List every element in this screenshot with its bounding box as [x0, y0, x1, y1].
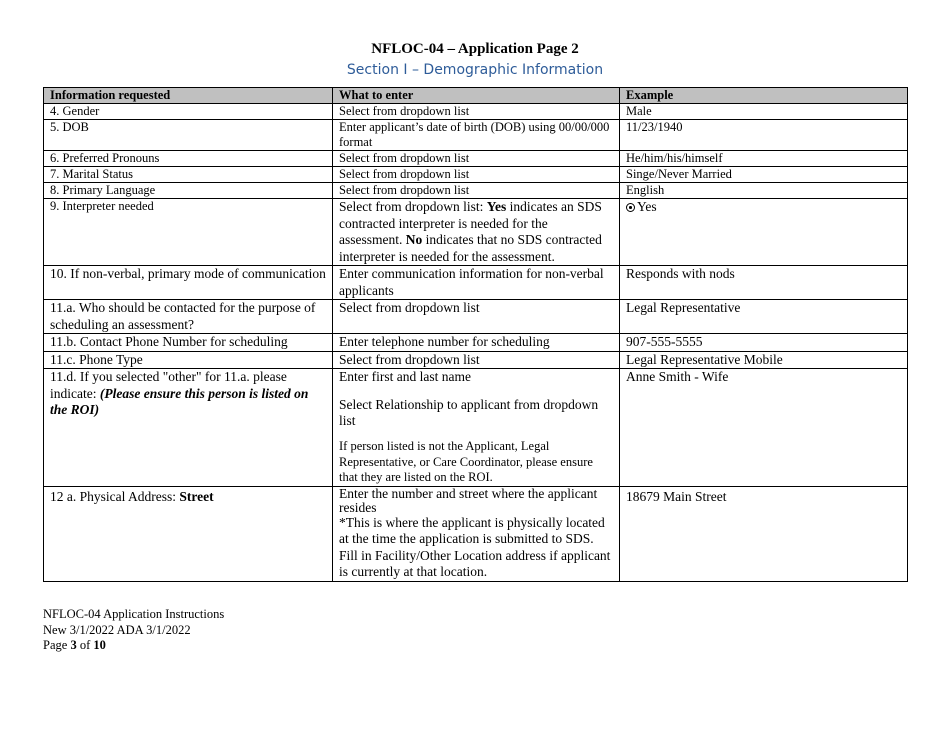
enter-text: indicates that no SDS contracted interpreter is needed for the assessment.	[339, 232, 602, 264]
page-footer	[43, 607, 224, 654]
table-row	[44, 167, 908, 183]
example-cell: 18679 Main Street	[620, 486, 908, 581]
enter-text: Select Relationship to applicant from dropdown list	[339, 397, 599, 428]
column-header-info: Information requested	[44, 88, 333, 104]
table-row	[44, 183, 908, 199]
example-cell: He/him/his/himself	[620, 151, 908, 167]
table-row	[44, 266, 908, 300]
column-header-enter: What to enter	[333, 88, 620, 104]
no-keyword: No	[405, 232, 423, 247]
table-row	[44, 369, 908, 487]
column-header-example: Example	[620, 88, 908, 104]
example-cell: 907-555-5555	[620, 334, 908, 352]
roi-note: (Please ensure this person is listed on the ROI)	[50, 385, 309, 417]
info-cell: 4. Gender	[44, 104, 333, 120]
info-text: 12 a. Physical Address:	[50, 488, 180, 504]
info-cell: 7. Marital Status	[44, 167, 333, 183]
table-row	[44, 199, 908, 266]
table-row	[44, 351, 908, 369]
enter-cell: Select from dropdown list	[333, 351, 620, 369]
info-cell: 10. If non-verbal, primary mode of communication	[44, 266, 333, 300]
example-cell: Legal Representative	[620, 300, 908, 334]
enter-cell: Enter communication information for non-verbal applicants	[333, 266, 620, 300]
enter-cell	[333, 199, 620, 266]
info-cell	[44, 369, 333, 487]
example-cell: Male	[620, 104, 908, 120]
table-row	[44, 300, 908, 334]
info-cell: 8. Primary Language	[44, 183, 333, 199]
enter-cell: Select from dropdown list	[333, 104, 620, 120]
info-cell	[44, 486, 333, 581]
table-row	[44, 486, 908, 581]
info-text: 11.d. If you selected "other" for 11.a. please indicate:	[50, 369, 287, 401]
info-cell: 5. DOB	[44, 120, 333, 151]
info-cell: 11.b. Contact Phone Number for scheduling	[44, 334, 333, 352]
enter-note: *This is where the applicant is physically located at the time the application is submitted to SDS. Fill in Facility/Other Location address if applicant is currently at that location.	[339, 514, 611, 579]
street-keyword: Street	[179, 488, 214, 504]
info-cell: 6. Preferred Pronouns	[44, 151, 333, 167]
example-cell: Singe/Never Married	[620, 167, 908, 183]
enter-cell: Select from dropdown list	[333, 167, 620, 183]
radio-label: Yes	[637, 199, 657, 214]
instructions-table	[43, 87, 908, 582]
enter-text: indicates an SDS contracted interpreter is needed for the assessment.	[339, 199, 602, 247]
table-row	[44, 104, 908, 120]
example-cell: 11/23/1940	[620, 120, 908, 151]
enter-cell	[333, 486, 620, 581]
yes-keyword: Yes	[486, 199, 507, 214]
table-row	[44, 334, 908, 352]
info-cell: 11.c. Phone Type	[44, 351, 333, 369]
radio-selected-icon	[626, 203, 635, 212]
enter-note: If person listed is not the Applicant, Legal Representative, or Care Coordinator, please ensure that they are listed on the ROI.	[339, 439, 593, 484]
table-row	[44, 120, 908, 151]
example-cell: Anne Smith - Wife	[620, 369, 908, 487]
enter-cell	[333, 369, 620, 487]
example-cell: English	[620, 183, 908, 199]
enter-cell: Select from dropdown list	[333, 151, 620, 167]
enter-cell: Enter telephone number for scheduling	[333, 334, 620, 352]
footer-date: New 3/1/2022 ADA 3/1/2022	[43, 622, 191, 637]
table-header-row	[44, 88, 908, 104]
info-cell: 9. Interpreter needed	[44, 199, 333, 266]
example-cell	[620, 199, 908, 266]
footer-doc-name: NFLOC-04 Application Instructions	[43, 607, 225, 621]
enter-text: Enter the number and street where the applicant resides	[339, 485, 598, 515]
enter-text: Select from dropdown list:	[339, 199, 487, 214]
enter-cell: Enter applicant’s date of birth (DOB) using 00/00/000 format	[333, 120, 620, 151]
info-cell: 11.a. Who should be contacted for the purpose of scheduling an assessment?	[44, 300, 333, 334]
table-row	[44, 151, 908, 167]
example-cell: Legal Representative Mobile	[620, 351, 908, 369]
page-title: NFLOC-04 – Application Page 2	[371, 41, 579, 57]
enter-cell: Select from dropdown list	[333, 183, 620, 199]
example-cell: Responds with nods	[620, 266, 908, 300]
enter-text: Enter first and last name	[339, 369, 471, 384]
section-subtitle: Section I – Demographic Information	[346, 62, 604, 78]
page-number: Page 3 of 10	[43, 638, 106, 652]
enter-cell: Select from dropdown list	[333, 300, 620, 334]
